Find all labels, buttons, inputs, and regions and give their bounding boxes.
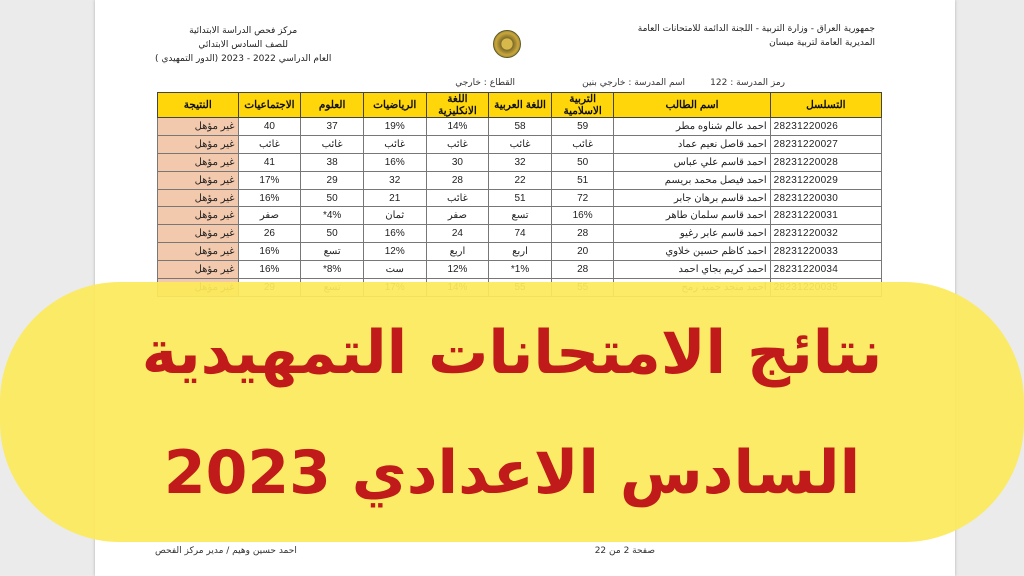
- student-name-cell: احمد قاصل نعيم عماد: [614, 135, 770, 153]
- student-name-cell: احمد قاسم سلمان طاهر: [614, 207, 770, 225]
- center-line: مركز فحص الدراسة الابتدائية: [189, 26, 298, 36]
- english-cell: 30: [426, 153, 489, 171]
- serial-cell: 28231220027: [770, 135, 881, 153]
- islamic-cell: غائب: [551, 135, 614, 153]
- islamic-cell: 59: [551, 118, 614, 136]
- arabic-cell: 22: [489, 171, 552, 189]
- english-cell: 28: [426, 171, 489, 189]
- science-cell: غائب: [301, 135, 363, 153]
- table-row: [158, 171, 882, 189]
- ministry-header: [638, 22, 875, 50]
- arabic-cell: 1%*: [489, 261, 552, 279]
- school-name: اسم المدرسة : خارجي بنين: [582, 78, 685, 88]
- social-cell: 26: [238, 225, 301, 243]
- social-cell: 16%: [238, 261, 301, 279]
- islamic-cell: 20: [551, 243, 614, 261]
- table-row: [158, 153, 882, 171]
- col-result: النتيجة: [158, 93, 239, 118]
- iraq-emblem-icon: [493, 30, 521, 58]
- results-table: [157, 92, 882, 297]
- col-science: العلوم: [301, 93, 363, 118]
- islamic-cell: 28: [551, 261, 614, 279]
- table-body: [158, 118, 882, 297]
- result-cell: غير مؤهل: [158, 243, 239, 261]
- english-cell: 14%: [426, 118, 489, 136]
- math-cell: 21: [363, 189, 426, 207]
- student-name-cell: احمد كاظم حسين خلاوي: [614, 243, 770, 261]
- sector: القطاع : خارجي: [455, 78, 515, 88]
- school-code: رمز المدرسة : 122: [710, 78, 785, 88]
- english-cell: 12%: [426, 261, 489, 279]
- result-cell: غير مؤهل: [158, 171, 239, 189]
- col-islamic: التربية الاسلامية: [551, 93, 614, 118]
- student-name-cell: احمد قاسم برهان جابر: [614, 189, 770, 207]
- result-cell: غير مؤهل: [158, 207, 239, 225]
- arabic-cell: غائب: [489, 135, 552, 153]
- islamic-cell: 16%: [551, 207, 614, 225]
- social-cell: 16%: [238, 189, 301, 207]
- serial-cell: 28231220034: [770, 261, 881, 279]
- social-cell: 40: [238, 118, 301, 136]
- grade-line: للصف السادس الابتدائي: [198, 40, 288, 50]
- serial-cell: 28231220030: [770, 189, 881, 207]
- table-row: [158, 189, 882, 207]
- science-cell: 4%*: [301, 207, 363, 225]
- math-cell: ثمان: [363, 207, 426, 225]
- banner-subtitle: السادس الاعدادي 2023: [163, 438, 861, 508]
- english-cell: اربع: [426, 243, 489, 261]
- arabic-cell: 51: [489, 189, 552, 207]
- result-cell: غير مؤهل: [158, 135, 239, 153]
- science-cell: 50: [301, 225, 363, 243]
- islamic-cell: 50: [551, 153, 614, 171]
- social-cell: صفر: [238, 207, 301, 225]
- arabic-cell: اربع: [489, 243, 552, 261]
- result-cell: غير مؤهل: [158, 118, 239, 136]
- table-row: [158, 225, 882, 243]
- arabic-cell: 32: [489, 153, 552, 171]
- social-cell: 16%: [238, 243, 301, 261]
- arabic-cell: تسع: [489, 207, 552, 225]
- social-cell: 41: [238, 153, 301, 171]
- page-number: صفحة 2 من 22: [594, 546, 655, 556]
- english-cell: صفر: [426, 207, 489, 225]
- result-cell: غير مؤهل: [158, 261, 239, 279]
- math-cell: 16%: [363, 153, 426, 171]
- col-serial: التسلسل: [770, 93, 881, 118]
- banner-title: نتائج الامتحانات التمهيدية: [141, 318, 883, 388]
- math-cell: 12%: [363, 243, 426, 261]
- math-cell: 19%: [363, 118, 426, 136]
- islamic-cell: 51: [551, 171, 614, 189]
- serial-cell: 28231220028: [770, 153, 881, 171]
- science-cell: 38: [301, 153, 363, 171]
- science-cell: 37: [301, 118, 363, 136]
- col-arabic: اللغة العربية: [489, 93, 552, 118]
- islamic-cell: 28: [551, 225, 614, 243]
- math-cell: 16%: [363, 225, 426, 243]
- col-social: الاجتماعيات: [238, 93, 301, 118]
- serial-cell: 28231220032: [770, 225, 881, 243]
- math-cell: ست: [363, 261, 426, 279]
- math-cell: غائب: [363, 135, 426, 153]
- table-header-row: [158, 93, 882, 118]
- arabic-cell: 74: [489, 225, 552, 243]
- science-cell: 8%*: [301, 261, 363, 279]
- center-header: [155, 24, 331, 66]
- col-student-name: اسم الطالب: [614, 93, 770, 118]
- result-cell: غير مؤهل: [158, 225, 239, 243]
- student-name-cell: احمد قاسم عابر رغيو: [614, 225, 770, 243]
- serial-cell: 28231220026: [770, 118, 881, 136]
- science-cell: تسع: [301, 243, 363, 261]
- result-cell: غير مؤهل: [158, 189, 239, 207]
- ministry-line: جمهورية العراق - وزارة التربية - اللجنة الدائمة للامتحانات العامة: [637, 24, 875, 34]
- english-cell: 24: [426, 225, 489, 243]
- social-cell: غائب: [238, 135, 301, 153]
- col-english: اللغة الانكليزية: [426, 93, 489, 118]
- table-row: [158, 135, 882, 153]
- table-row: [158, 243, 882, 261]
- islamic-cell: 72: [551, 189, 614, 207]
- serial-cell: 28231220033: [770, 243, 881, 261]
- table-row: [158, 261, 882, 279]
- english-cell: غائب: [426, 189, 489, 207]
- student-name-cell: احمد كريم بجاي احمد: [614, 261, 770, 279]
- student-name-cell: احمد عالم شناوه مطر: [614, 118, 770, 136]
- table-row: [158, 118, 882, 136]
- col-math: الرياضيات: [363, 93, 426, 118]
- science-cell: 50: [301, 189, 363, 207]
- math-cell: 32: [363, 171, 426, 189]
- year-line: العام الدراسي 2022 - 2023 (الدور التمهيدي ): [155, 54, 332, 64]
- result-cell: غير مؤهل: [158, 153, 239, 171]
- serial-cell: 28231220029: [770, 171, 881, 189]
- serial-cell: 28231220031: [770, 207, 881, 225]
- directorate-line: المديرية العامة لتربية ميسان: [769, 38, 875, 48]
- english-cell: غائب: [426, 135, 489, 153]
- table-row: [158, 207, 882, 225]
- social-cell: 17%: [238, 171, 301, 189]
- student-name-cell: احمد قاسم علي عباس: [614, 153, 770, 171]
- signature-line: احمد حسين وهيم / مدير مركز الفحص: [155, 546, 297, 556]
- science-cell: 29: [301, 171, 363, 189]
- arabic-cell: 58: [489, 118, 552, 136]
- student-name-cell: احمد فيصل محمد بريسم: [614, 171, 770, 189]
